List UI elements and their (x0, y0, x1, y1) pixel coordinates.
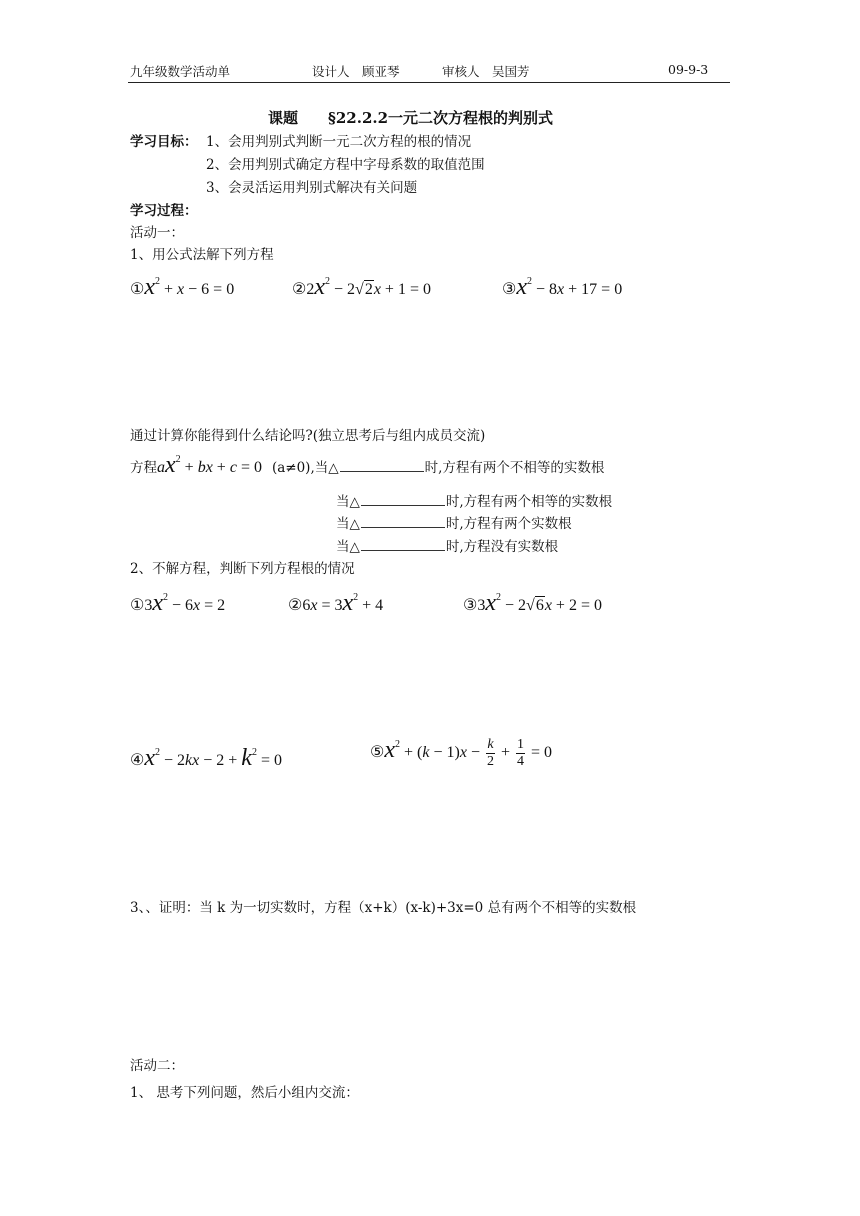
condition-row-2: 当△ 时,方程有两个相等的实数根 (336, 494, 613, 510)
header-reviewer: 审核人 吴国芳 (442, 64, 530, 79)
condition-row-4: 当△ 时,方程没有实数根 (336, 539, 559, 555)
goals-label: 学习目标： (130, 134, 198, 150)
goal-item: 1、会用判别式判断一元二次方程的根的情况 (206, 134, 472, 150)
header-designer: 设计人 顾亚琴 (312, 64, 400, 79)
equation-3: $③x^2 - 8x + 17 = 0$ (502, 274, 623, 300)
equation-q2-4: $④x^2 - 2kx - 2 + k^2 = 0$ (130, 745, 282, 771)
page-title: 课题 §22.2.2一元二次方程根的判别式 (268, 109, 554, 127)
goal-item: 2、会用判别式确定方程中字母系数的取值范围 (206, 157, 485, 173)
header-grade: 九年级数学活动单 (130, 64, 231, 79)
activity2-label: 活动二： (130, 1058, 184, 1074)
answer-blank[interactable] (361, 492, 445, 506)
activity1-q3: 3、、证明：当 k 为一切实数时，方程（x+k）(x-k)+3x=0 总有两个不相等的实数根 (130, 900, 637, 916)
header-divider (128, 82, 730, 83)
activity1-label: 活动一： (130, 225, 184, 241)
condition-row-3: 当△ 时,方程有两个实数根 (336, 516, 572, 532)
conclusion-prompt: 通过计算你能得到什么结论吗?(独立思考后与组内成员交流) (130, 428, 486, 444)
equation-q2-5: $⑤x^2 + (k - 1)x$ − $\frac{k}{2}$ + $\frac{1}{4}$ = 0 (370, 737, 553, 769)
process-label: 学习过程： (130, 203, 198, 219)
goal-item: 3、会灵活运用判别式解决有关问题 (206, 180, 418, 196)
activity1-q1: 1、用公式法解下列方程 (130, 247, 274, 263)
equation-q2-3: $③3x^2 - 2√6x + 2 = 0$ (463, 590, 602, 616)
equation-q2-2: ②6x = $3x^2 + 4$ (288, 590, 384, 616)
activity2-q1: 1、 思考下列问题，然后小组内交流： (130, 1085, 359, 1101)
general-equation: 方程$ax^2$ + bx + c = 0 (a≠0),当△ 时,方程有两个不相等的实数根 (130, 452, 605, 478)
header-date: 09-9-3 (668, 62, 709, 77)
answer-blank[interactable] (361, 514, 445, 528)
answer-blank[interactable] (361, 537, 445, 551)
equation-1: $①x^2 + x - 6 = 0$ (130, 274, 235, 300)
activity1-q2: 2、不解方程，判断下列方程根的情况 (130, 561, 355, 577)
answer-blank[interactable] (340, 458, 424, 472)
equation-q2-1: $①3x^2 - 6x = 2$ (130, 590, 226, 616)
equation-2: $②2x^2 - 2√2x + 1 = 0$ (292, 274, 431, 300)
